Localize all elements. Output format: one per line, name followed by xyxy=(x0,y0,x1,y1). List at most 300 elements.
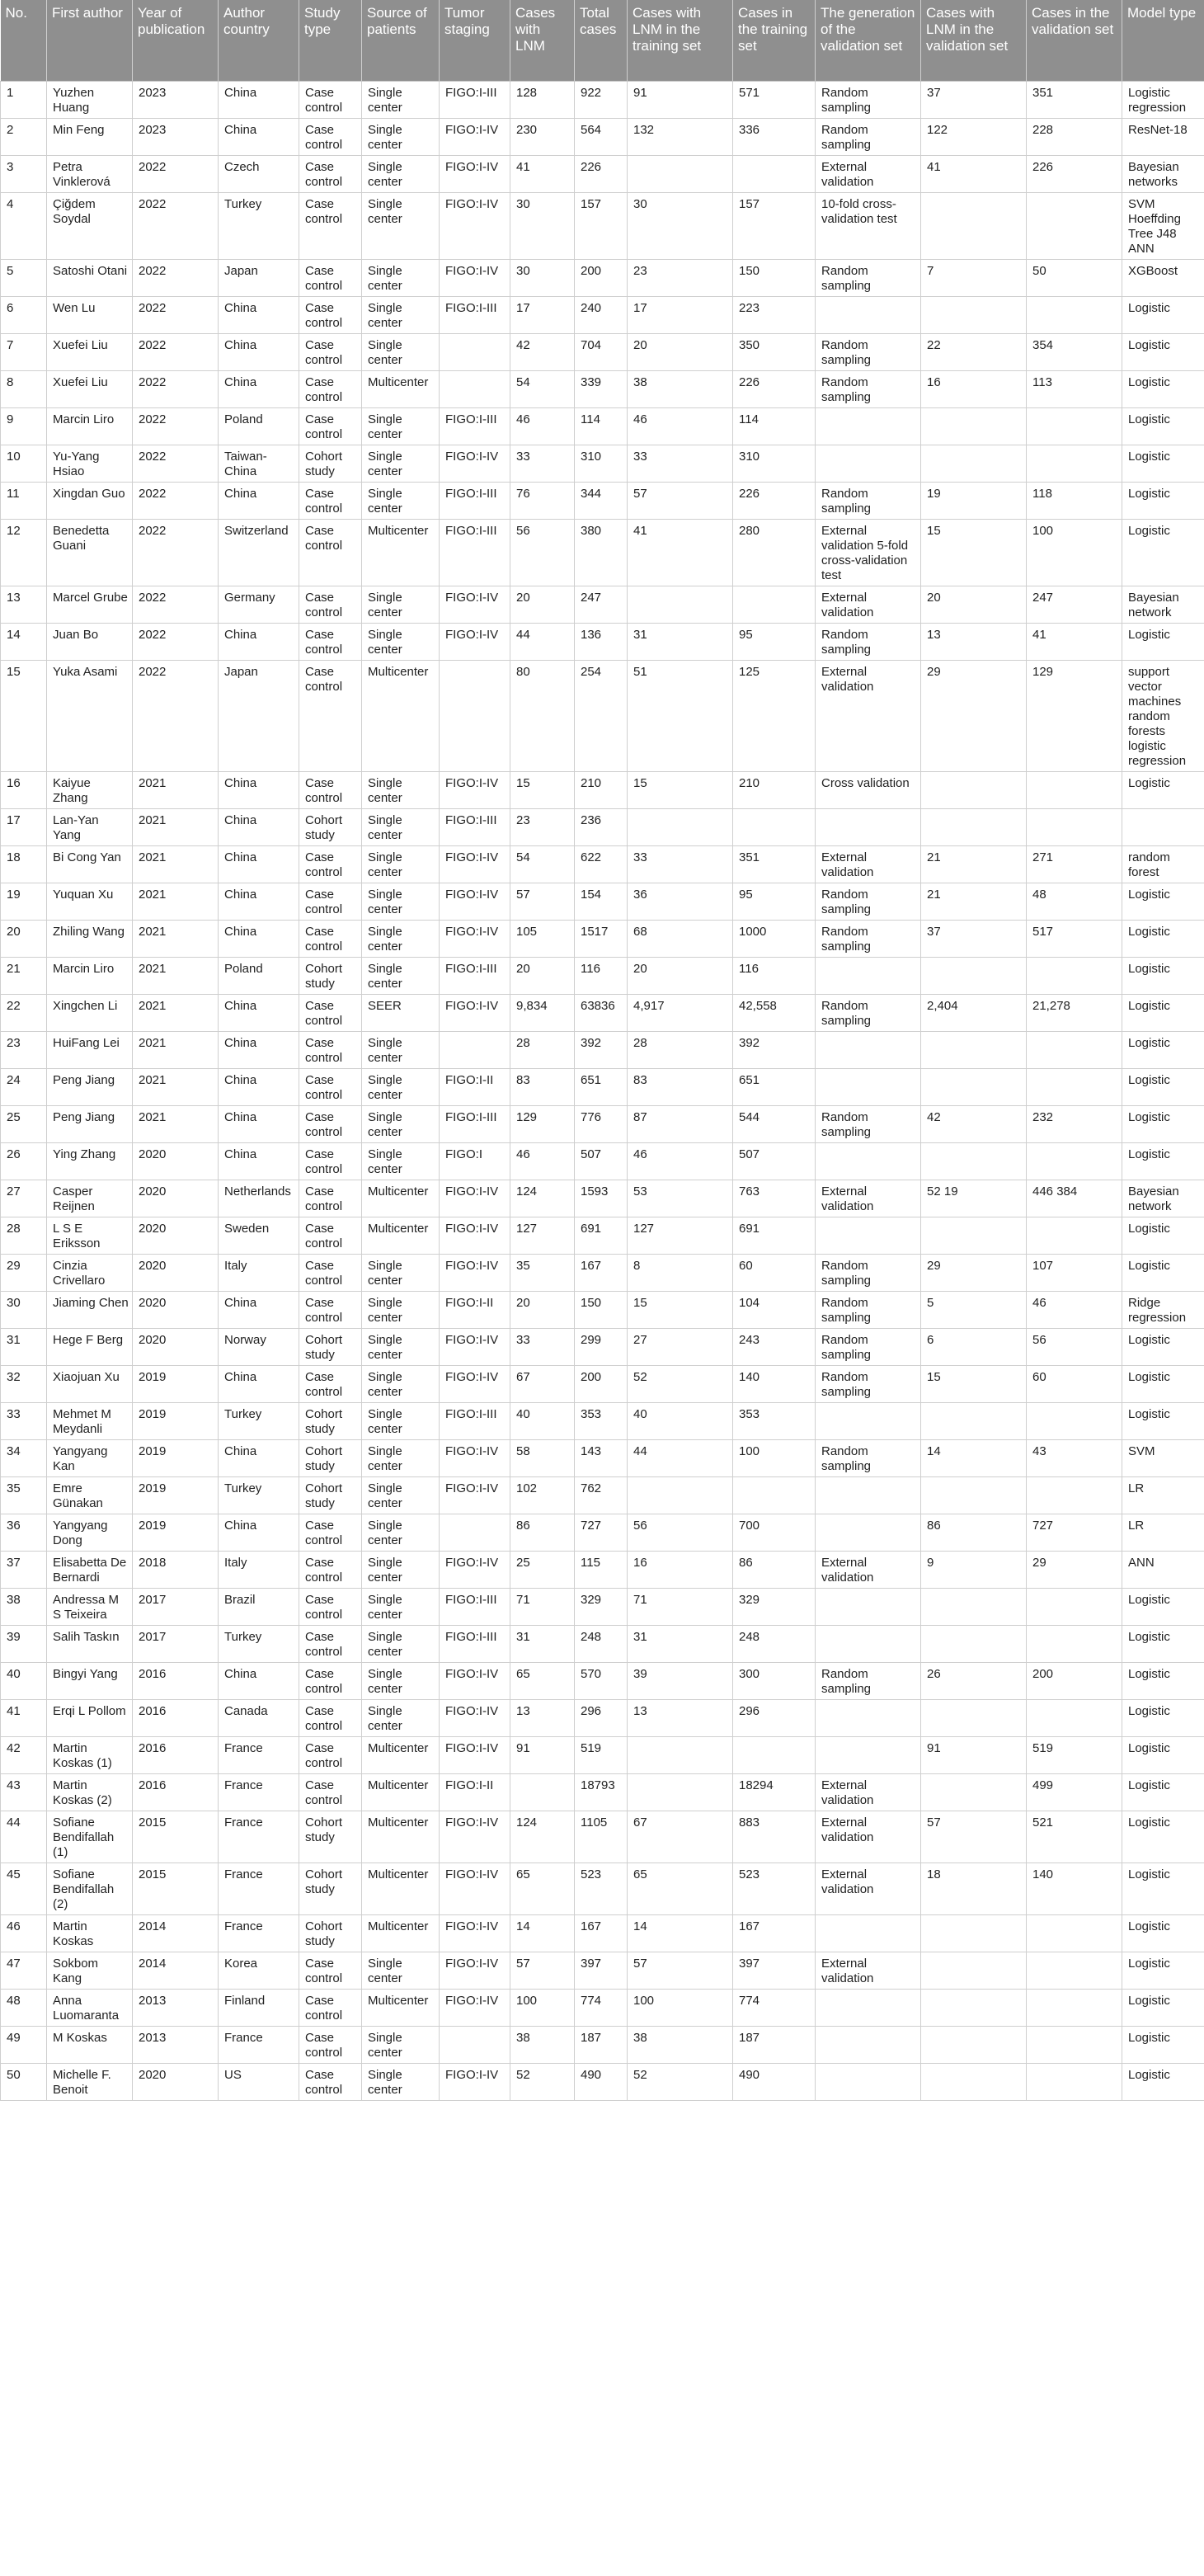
table-cell: 3 xyxy=(1,155,47,192)
table-cell xyxy=(440,1514,510,1551)
table-cell: 50 xyxy=(1,2063,47,2100)
table-cell xyxy=(921,1588,1027,1625)
table-cell: 13 xyxy=(510,1699,575,1736)
table-cell: Marcin Liro xyxy=(47,957,133,994)
table-cell: 2021 xyxy=(133,808,219,845)
table-row xyxy=(1,2063,1204,2100)
table-cell: Casper Reijnen xyxy=(47,1180,133,1217)
table-cell: 17 xyxy=(1,808,47,845)
table-cell: 37 xyxy=(1,1551,47,1588)
table-cell: Xingchen Li xyxy=(47,994,133,1031)
table-cell: 15 xyxy=(628,1291,733,1328)
table-cell: Random sampling xyxy=(816,482,921,519)
table-cell: 33 xyxy=(628,845,733,883)
table-cell: M Koskas xyxy=(47,2026,133,2063)
table-cell: Elisabetta De Bernardi xyxy=(47,1551,133,1588)
table-cell xyxy=(440,660,510,771)
table-cell: 2022 xyxy=(133,586,219,623)
table-cell: FIGO:I-III xyxy=(440,1625,510,1662)
table-cell xyxy=(1027,1031,1122,1068)
table-cell: 2021 xyxy=(133,1068,219,1105)
table-cell: 240 xyxy=(575,296,628,333)
table-cell: 157 xyxy=(733,192,816,259)
table-row xyxy=(1,1439,1204,1476)
table-cell: 200 xyxy=(575,259,628,296)
table-cell: Multicenter xyxy=(362,1773,440,1811)
table-cell: Logistic xyxy=(1122,1863,1204,1914)
table-cell: L S E Eriksson xyxy=(47,1217,133,1254)
table-cell: FIGO:I-II xyxy=(440,1291,510,1328)
table-cell: 29 xyxy=(921,1254,1027,1291)
table-cell: 46 xyxy=(1027,1291,1122,1328)
table-cell: 490 xyxy=(575,2063,628,2100)
table-cell: China xyxy=(219,1365,299,1402)
table-cell: 16 xyxy=(1,771,47,808)
table-cell: 57 xyxy=(628,1952,733,1989)
table-cell xyxy=(1027,2063,1122,2100)
table-cell: 14 xyxy=(1,623,47,660)
table-cell: 38 xyxy=(628,370,733,407)
table-row xyxy=(1,81,1204,118)
table-cell: Case control xyxy=(299,333,362,370)
table-cell: SVM xyxy=(1122,1439,1204,1476)
table-cell: 2020 xyxy=(133,1217,219,1254)
table-cell xyxy=(816,1217,921,1254)
table-cell: 2013 xyxy=(133,1989,219,2026)
table-row xyxy=(1,957,1204,994)
table-cell: Single center xyxy=(362,1254,440,1291)
table-cell: Case control xyxy=(299,192,362,259)
table-cell: Finland xyxy=(219,1989,299,2026)
table-cell: 132 xyxy=(628,118,733,155)
table-cell: FIGO:I-IV xyxy=(440,2063,510,2100)
table-cell: FIGO:I-IV xyxy=(440,883,510,920)
table-row xyxy=(1,1551,1204,1588)
table-cell: Single center xyxy=(362,1291,440,1328)
table-cell: Case control xyxy=(299,1952,362,1989)
table-cell: 41 xyxy=(1,1699,47,1736)
table-cell: Single center xyxy=(362,845,440,883)
table-cell: Sofiane Bendifallah (1) xyxy=(47,1811,133,1863)
table-cell: Logistic xyxy=(1122,482,1204,519)
table-cell: China xyxy=(219,1514,299,1551)
table-cell xyxy=(816,1476,921,1514)
table-cell: 2022 xyxy=(133,333,219,370)
table-cell: Case control xyxy=(299,845,362,883)
table-cell: Random sampling xyxy=(816,883,921,920)
table-cell: 20 xyxy=(628,957,733,994)
table-cell: Case control xyxy=(299,482,362,519)
table-cell: FIGO:I-IV xyxy=(440,1811,510,1863)
table-cell: Logistic xyxy=(1122,883,1204,920)
table-cell: Case control xyxy=(299,259,362,296)
table-cell: Germany xyxy=(219,586,299,623)
table-cell: 20 xyxy=(510,586,575,623)
table-cell: 41 xyxy=(510,155,575,192)
table-cell: Kaiyue Zhang xyxy=(47,771,133,808)
table-cell: 7 xyxy=(921,259,1027,296)
table-cell: 68 xyxy=(628,920,733,957)
table-cell: 35 xyxy=(1,1476,47,1514)
table-cell: Marcin Liro xyxy=(47,407,133,445)
table-row xyxy=(1,883,1204,920)
table-cell: 29 xyxy=(1,1254,47,1291)
table-cell: 114 xyxy=(733,407,816,445)
table-cell: 116 xyxy=(575,957,628,994)
table-cell: Single center xyxy=(362,1551,440,1588)
table-cell: External validation 5-fold cross-validation test xyxy=(816,519,921,586)
table-cell: Logistic xyxy=(1122,1105,1204,1142)
table-cell: 523 xyxy=(575,1863,628,1914)
table-cell: 14 xyxy=(628,1914,733,1952)
table-cell: 115 xyxy=(575,1551,628,1588)
table-cell: Cohort study xyxy=(299,1402,362,1439)
table-cell: Single center xyxy=(362,333,440,370)
table-cell: FIGO:I-IV xyxy=(440,259,510,296)
table-cell: China xyxy=(219,1291,299,1328)
table-cell: 30 xyxy=(510,192,575,259)
table-cell: 86 xyxy=(733,1551,816,1588)
table-cell: Case control xyxy=(299,1514,362,1551)
table-cell: 124 xyxy=(510,1811,575,1863)
table-cell: 29 xyxy=(921,660,1027,771)
table-cell: 228 xyxy=(1027,118,1122,155)
table-cell: 71 xyxy=(628,1588,733,1625)
table-cell: Single center xyxy=(362,1476,440,1514)
table-cell: Yuka Asami xyxy=(47,660,133,771)
table-cell: 21,278 xyxy=(1027,994,1122,1031)
table-cell: Cohort study xyxy=(299,1439,362,1476)
table-cell: 351 xyxy=(1027,81,1122,118)
table-cell xyxy=(921,1625,1027,1662)
table-cell: 48 xyxy=(1027,883,1122,920)
table-cell: Single center xyxy=(362,623,440,660)
table-cell: Single center xyxy=(362,192,440,259)
table-cell: 118 xyxy=(1027,482,1122,519)
table-cell: External validation xyxy=(816,1180,921,1217)
table-cell: Single center xyxy=(362,1662,440,1699)
table-cell: Japan xyxy=(219,259,299,296)
table-cell: Min Feng xyxy=(47,118,133,155)
table-cell: China xyxy=(219,883,299,920)
table-cell: FIGO:I-III xyxy=(440,519,510,586)
table-cell: Italy xyxy=(219,1254,299,1291)
table-cell: Case control xyxy=(299,81,362,118)
table-cell: 2017 xyxy=(133,1588,219,1625)
table-cell: FIGO:I-IV xyxy=(440,1662,510,1699)
table-cell: 2021 xyxy=(133,957,219,994)
table-cell: Case control xyxy=(299,370,362,407)
table-cell xyxy=(1027,407,1122,445)
table-cell: Benedetta Guani xyxy=(47,519,133,586)
table-cell: Single center xyxy=(362,1588,440,1625)
table-cell: Multicenter xyxy=(362,1736,440,1773)
table-cell: Italy xyxy=(219,1551,299,1588)
table-cell: Logistic xyxy=(1122,1254,1204,1291)
table-cell xyxy=(440,2026,510,2063)
table-cell: 187 xyxy=(733,2026,816,2063)
table-row xyxy=(1,845,1204,883)
table-cell: FIGO:I-III xyxy=(440,1105,510,1142)
table-cell: FIGO:I-IV xyxy=(440,1328,510,1365)
table-cell: 60 xyxy=(1027,1365,1122,1402)
table-cell: FIGO:I-III xyxy=(440,808,510,845)
table-cell: France xyxy=(219,1914,299,1952)
table-cell: Yangyang Dong xyxy=(47,1514,133,1551)
table-cell xyxy=(921,771,1027,808)
table-cell: China xyxy=(219,994,299,1031)
table-cell: FIGO:I-II xyxy=(440,1773,510,1811)
table-cell: FIGO:I-IV xyxy=(440,771,510,808)
table-cell: China xyxy=(219,623,299,660)
table-cell: 350 xyxy=(733,333,816,370)
table-cell: 271 xyxy=(1027,845,1122,883)
table-cell: 39 xyxy=(628,1662,733,1699)
table-cell: FIGO:I-III xyxy=(440,81,510,118)
table-cell: Logistic xyxy=(1122,1662,1204,1699)
table-cell: 67 xyxy=(510,1365,575,1402)
col-no-header: No. xyxy=(1,0,47,81)
table-cell: Wen Lu xyxy=(47,296,133,333)
table-cell: Case control xyxy=(299,1105,362,1142)
table-cell: 329 xyxy=(575,1588,628,1625)
table-cell: 2013 xyxy=(133,2026,219,2063)
table-cell: 83 xyxy=(628,1068,733,1105)
table-cell: Logistic xyxy=(1122,1773,1204,1811)
table-cell: 32 xyxy=(1,1365,47,1402)
table-cell: FIGO:I-IV xyxy=(440,1254,510,1291)
table-cell: 54 xyxy=(510,845,575,883)
table-cell: 2023 xyxy=(133,81,219,118)
table-cell: 2021 xyxy=(133,1105,219,1142)
table-cell: 124 xyxy=(510,1180,575,1217)
table-cell xyxy=(816,957,921,994)
table-row xyxy=(1,155,1204,192)
table-cell: 30 xyxy=(510,259,575,296)
table-cell: Andressa M S Teixeira xyxy=(47,1588,133,1625)
table-cell: 14 xyxy=(510,1914,575,1952)
table-cell: Single center xyxy=(362,259,440,296)
table-cell: Single center xyxy=(362,1439,440,1476)
table-cell: Logistic xyxy=(1122,1365,1204,1402)
table-cell: 41 xyxy=(628,519,733,586)
table-cell: FIGO:I-IV xyxy=(440,192,510,259)
table-cell: 226 xyxy=(733,370,816,407)
table-cell: 1000 xyxy=(733,920,816,957)
table-row xyxy=(1,920,1204,957)
table-cell: Logistic xyxy=(1122,994,1204,1031)
table-cell: Case control xyxy=(299,883,362,920)
table-row xyxy=(1,1068,1204,1105)
table-cell: 40 xyxy=(1,1662,47,1699)
col-model-type-header: Model type xyxy=(1122,0,1204,81)
table-cell xyxy=(816,1142,921,1180)
table-cell: Logistic xyxy=(1122,407,1204,445)
table-cell: 564 xyxy=(575,118,628,155)
table-cell: 104 xyxy=(733,1291,816,1328)
table-cell: Bayesian network xyxy=(1122,586,1204,623)
table-cell: 86 xyxy=(510,1514,575,1551)
table-cell: Random sampling xyxy=(816,994,921,1031)
table-cell: 40 xyxy=(510,1402,575,1439)
table-cell: Single center xyxy=(362,118,440,155)
table-cell: 13 xyxy=(1,586,47,623)
table-cell: Logistic xyxy=(1122,771,1204,808)
table-cell: FIGO:I-III xyxy=(440,296,510,333)
table-cell: Yuquan Xu xyxy=(47,883,133,920)
table-cell: Random sampling xyxy=(816,118,921,155)
table-cell: FIGO:I-IV xyxy=(440,445,510,482)
table-cell: 2018 xyxy=(133,1551,219,1588)
table-cell: Case control xyxy=(299,1291,362,1328)
table-cell: FIGO:I-IV xyxy=(440,994,510,1031)
table-cell: 247 xyxy=(575,586,628,623)
table-cell: Case control xyxy=(299,1736,362,1773)
table-cell: Logistic xyxy=(1122,623,1204,660)
table-cell: Case control xyxy=(299,586,362,623)
table-cell: 33 xyxy=(510,1328,575,1365)
table-cell: Ying Zhang xyxy=(47,1142,133,1180)
table-cell: Case control xyxy=(299,1662,362,1699)
table-cell: 2022 xyxy=(133,370,219,407)
table-cell: China xyxy=(219,1105,299,1142)
table-cell: 704 xyxy=(575,333,628,370)
table-cell: Cohort study xyxy=(299,1914,362,1952)
table-cell: Ridge regression xyxy=(1122,1291,1204,1328)
table-row xyxy=(1,1514,1204,1551)
table-cell: 21 xyxy=(921,845,1027,883)
table-cell: China xyxy=(219,482,299,519)
table-cell: Logistic xyxy=(1122,1328,1204,1365)
table-cell: Random sampling xyxy=(816,1105,921,1142)
table-cell: 57 xyxy=(510,883,575,920)
table-cell: 18 xyxy=(921,1863,1027,1914)
table-cell: 140 xyxy=(733,1365,816,1402)
table-cell: 27 xyxy=(1,1180,47,1217)
table-cell: 248 xyxy=(575,1625,628,1662)
table-cell: Salih Taskın xyxy=(47,1625,133,1662)
table-cell: 2016 xyxy=(133,1773,219,1811)
table-row xyxy=(1,407,1204,445)
table-cell: 57 xyxy=(921,1811,1027,1863)
col-staging-header: Tumor staging xyxy=(440,0,510,81)
table-cell: Random sampling xyxy=(816,370,921,407)
table-cell: 29 xyxy=(1027,1551,1122,1588)
table-cell: 14 xyxy=(921,1439,1027,1476)
table-cell: 299 xyxy=(575,1328,628,1365)
table-cell: 52 19 xyxy=(921,1180,1027,1217)
table-cell xyxy=(1027,296,1122,333)
table-cell: Poland xyxy=(219,957,299,994)
table-cell: 38 xyxy=(1,1588,47,1625)
table-cell xyxy=(816,808,921,845)
table-cell: 9,834 xyxy=(510,994,575,1031)
table-cell: Logistic xyxy=(1122,2063,1204,2100)
table-cell: 167 xyxy=(575,1254,628,1291)
table-cell: 23 xyxy=(510,808,575,845)
table-cell: 1593 xyxy=(575,1180,628,1217)
table-row xyxy=(1,1031,1204,1068)
table-cell: Multicenter xyxy=(362,1863,440,1914)
table-cell: 9 xyxy=(1,407,47,445)
table-cell: 129 xyxy=(1027,660,1122,771)
table-cell: 17 xyxy=(510,296,575,333)
table-cell: Single center xyxy=(362,771,440,808)
table-cell xyxy=(1027,1402,1122,1439)
table-cell: 507 xyxy=(575,1142,628,1180)
table-cell: LR xyxy=(1122,1514,1204,1551)
table-cell: 226 xyxy=(1027,155,1122,192)
table-cell: Random sampling xyxy=(816,1439,921,1476)
table-cell: 116 xyxy=(733,957,816,994)
table-cell: Brazil xyxy=(219,1588,299,1625)
table-cell: FIGO:I-IV xyxy=(440,1217,510,1254)
table-cell: 1105 xyxy=(575,1811,628,1863)
table-cell: 296 xyxy=(733,1699,816,1736)
table-cell: 143 xyxy=(575,1439,628,1476)
table-cell: 33 xyxy=(628,445,733,482)
table-cell: 52 xyxy=(510,2063,575,2100)
col-lnm-validation-header: Cases with LNM in the validation set xyxy=(921,0,1027,81)
table-cell: External validation xyxy=(816,1811,921,1863)
table-cell: 2015 xyxy=(133,1811,219,1863)
table-cell: 26 xyxy=(1,1142,47,1180)
col-study-type-header: Study type xyxy=(299,0,362,81)
table-cell: 2020 xyxy=(133,1254,219,1291)
table-cell: Single center xyxy=(362,1328,440,1365)
table-cell: Xuefei Liu xyxy=(47,370,133,407)
table-cell: 23 xyxy=(1,1031,47,1068)
table-cell: Case control xyxy=(299,623,362,660)
table-cell: 20 xyxy=(510,957,575,994)
table-cell: 446 384 xyxy=(1027,1180,1122,1217)
table-cell: Yangyang Kan xyxy=(47,1439,133,1476)
table-cell xyxy=(1027,771,1122,808)
table-cell xyxy=(816,1914,921,1952)
table-cell: Logistic xyxy=(1122,370,1204,407)
table-cell: 18294 xyxy=(733,1773,816,1811)
table-row xyxy=(1,1588,1204,1625)
table-cell: 15 xyxy=(921,519,1027,586)
table-row xyxy=(1,519,1204,586)
table-cell: 8 xyxy=(628,1254,733,1291)
col-source-header: Source of patients xyxy=(362,0,440,81)
table-cell: 2022 xyxy=(133,623,219,660)
table-row xyxy=(1,1736,1204,1773)
table-cell: Multicenter xyxy=(362,1811,440,1863)
table-header-row xyxy=(1,0,1204,81)
table-cell: 50 xyxy=(1027,259,1122,296)
table-row xyxy=(1,660,1204,771)
table-cell xyxy=(921,1773,1027,1811)
table-cell xyxy=(921,1068,1027,1105)
table-cell: 1 xyxy=(1,81,47,118)
table-body xyxy=(1,81,1204,2100)
table-cell: Single center xyxy=(362,883,440,920)
table-cell: 76 xyxy=(510,482,575,519)
table-cell: 774 xyxy=(575,1989,628,2026)
table-cell: 167 xyxy=(575,1914,628,1952)
table-cell: 100 xyxy=(628,1989,733,2026)
col-cases-validation-header: Cases in the validation set xyxy=(1027,0,1122,81)
table-cell: Sweden xyxy=(219,1217,299,1254)
table-row xyxy=(1,1142,1204,1180)
table-cell: China xyxy=(219,118,299,155)
table-cell: support vector machines random forests logistic regression xyxy=(1122,660,1204,771)
table-cell: Multicenter xyxy=(362,660,440,771)
table-cell: Single center xyxy=(362,155,440,192)
table-cell: Turkey xyxy=(219,192,299,259)
